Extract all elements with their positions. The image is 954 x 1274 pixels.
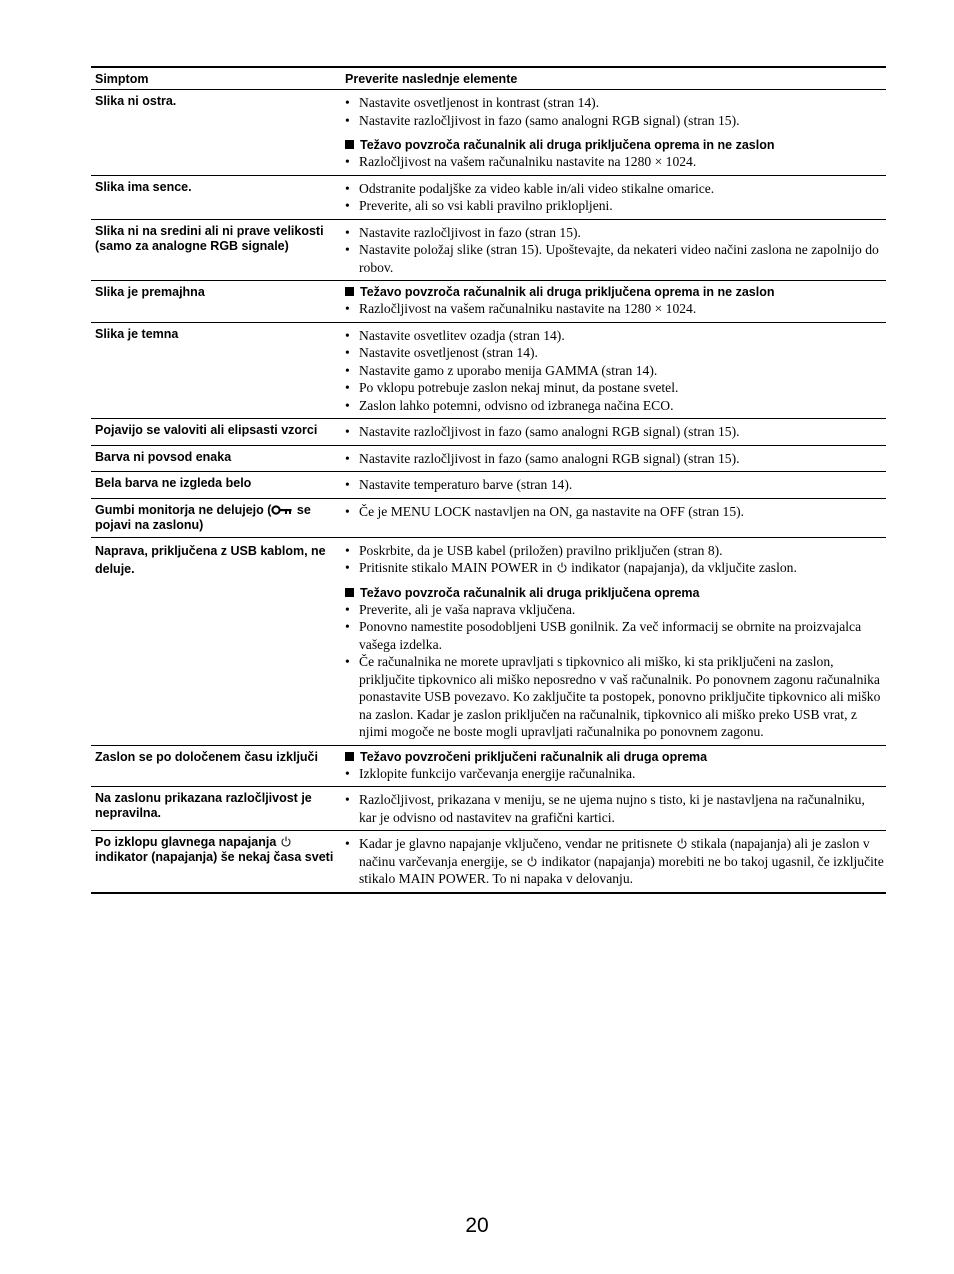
table-row: [91, 322, 886, 419]
troubleshooting-table: [91, 66, 886, 894]
page-number: 20: [465, 1214, 489, 1237]
list-item: • Poskrbite, da je USB kabel (priložen) pravilno priključen (stran 8).: [345, 542, 723, 558]
symptom-cell: Bela barva ne izgleda belo: [95, 476, 252, 490]
symptom-cell: Slika je temna: [95, 326, 179, 341]
list-item: • Preverite, ali je vaša naprava vključena.: [345, 601, 576, 617]
check-group: [345, 542, 884, 577]
list-item: • Če računalnika ne morete upravljati s tipkovnico ali miško, ki sta priključeni na zaslon, priključite tipkovnico ali miško neposredno v vaš računalnik. Po ponovnem zagonu računalnika ponastavite USB povezavo. Ko zaključite ta postopek, ponovno priključite tipkovnico ali miško na zaslon. Kadar je zaslon priključen na računalnik, tipkovnico ali miško preko USB vrat, z njimi mogoče ne boste mogli upravljati računalnika po ponovnem zagonu.: [345, 654, 881, 739]
list-item: • Nastavite osvetljenost (stran 14).: [345, 345, 538, 360]
symptom-cell: Gumbi monitorja ne delujejo ( se pojavi na zaslonu): [95, 502, 311, 532]
check-list: [345, 224, 884, 277]
check-cell: [345, 745, 886, 787]
check-cell: [345, 831, 886, 893]
list-item: • Nastavite razločljivost in fazo (samo analogni RGB signal) (stran 15).: [345, 424, 740, 439]
symptom-cell: Slika ni na sredini ali ni prave velikosti (samo za analogne RGB signale): [95, 223, 324, 253]
list-item: • Izklopite funkcijo varčevanja energije računalnika.: [345, 765, 636, 781]
table-row: [91, 90, 886, 176]
table-row: [91, 419, 886, 446]
list-item: • Nastavite osvetlitev ozadja (stran 14).: [345, 327, 565, 343]
list-item: • Zaslon lahko potemni, odvisno od izbranega načina ECO.: [345, 397, 674, 413]
check-list: [345, 601, 884, 741]
list-item: • Razločljivost na vašem računalniku nastavite na 1280 × 1024.: [345, 301, 697, 316]
check-cell: [345, 90, 886, 176]
group-heading: Težavo povzroča računalnik ali druga priključena oprema: [345, 586, 884, 601]
table-header-row: [91, 67, 886, 90]
list-item: • Nastavite razločljivost in fazo (samo analogni RGB signal) (stran 15).: [345, 450, 740, 466]
list-item: • Nastavite temperaturo barve (stran 14).: [345, 477, 573, 492]
check-list: [345, 423, 884, 441]
symptom-cell: Slika je premajhna: [95, 285, 205, 299]
check-list: [345, 503, 884, 521]
table-row: [91, 787, 886, 831]
square-bullet-icon: [345, 140, 354, 149]
check-cell: [345, 472, 886, 499]
power-icon: [557, 562, 567, 573]
group-heading: Težavo povzroča računalnik ali druga priključena oprema in ne zaslon: [345, 285, 884, 300]
list-item: • Nastavite osvetljenost in kontrast (stran 14).: [345, 95, 600, 110]
check-cell: [345, 281, 886, 323]
table-row: [91, 175, 886, 219]
table-row: [91, 472, 886, 499]
list-item: • Razločljivost na vašem računalniku nastavite na 1280 × 1024.: [345, 154, 697, 169]
header-symptom: Simptom: [95, 72, 149, 86]
list-item: • Odstranite podaljške za video kable in/ali video stikalne omarice.: [345, 180, 715, 196]
symptom-cell: Naprava, priključena z USB kablom, ne deluje.: [95, 543, 326, 576]
table-row: [91, 537, 886, 745]
list-item: • Preverite, ali so vsi kabli pravilno priklopljeni.: [345, 198, 613, 213]
list-item: • Nastavite razločljivost in fazo (samo analogni RGB signal) (stran 15).: [345, 112, 740, 128]
symptom-cell: Po izklopu glavnega napajanja indikator (napajanja) še nekaj časa sveti: [95, 835, 334, 864]
check-group: [345, 94, 884, 129]
check-list: [345, 94, 884, 129]
list-item: • Kadar je glavno napajanje vključeno, vendar ne pritisnete stikala (napajanja) ali je zaslon v načinu varčevanja energije, se indikator (napajanja) morebiti ne bo takoj ugasnil, če izključite stikalo MAIN POWER. To ni napaka v delovanju.: [345, 836, 884, 886]
symptom-cell: Slika ni ostra.: [95, 94, 177, 108]
table-row: [91, 745, 886, 787]
check-cell: [345, 537, 886, 745]
square-bullet-icon: [345, 287, 354, 296]
check-cell: [345, 219, 886, 281]
power-icon: [281, 836, 291, 847]
table-row: [91, 831, 886, 893]
check-cell: [345, 175, 886, 219]
check-list: [345, 791, 884, 826]
list-item: • Ponovno namestite posodobljeni USB gonilnik. Za več informacij se obrnite na proizvajalca vašega izdelka.: [345, 619, 862, 652]
table-row: [91, 219, 886, 281]
list-item: • Po vklopu potrebuje zaslon nekaj minut, da postane svetel.: [345, 380, 679, 395]
check-cell: [345, 787, 886, 831]
check-list: [345, 300, 884, 318]
header-check: Preverite naslednje elemente: [345, 72, 518, 86]
symptom-cell: Na zaslonu prikazana razločljivost je nepravilna.: [95, 791, 312, 820]
list-item: • Nastavite razločljivost in fazo (stran 15).: [345, 224, 581, 240]
key-lock-icon: [271, 505, 293, 515]
check-list: [345, 327, 884, 415]
check-cell: [345, 419, 886, 446]
symptom-cell: Pojavijo se valoviti ali elipsasti vzorci: [95, 423, 318, 437]
check-cell: [345, 322, 886, 419]
table-row: [91, 281, 886, 323]
check-list: [345, 835, 884, 888]
check-cell: [345, 498, 886, 537]
check-group: [345, 586, 884, 741]
list-item: • Razločljivost, prikazana v meniju, se ne ujema nujno s tisto, ki je nastavljena na računalniku, kar je odvisno od nastavitev na grafični kartici.: [345, 792, 865, 825]
list-item: • Pritisnite stikalo MAIN POWER in indikator (napajanja), da vključite zaslon.: [345, 560, 797, 575]
check-list: [345, 450, 884, 468]
list-item: • Nastavite položaj slike (stran 15). Upoštevajte, da nekateri video načini zaslona ne zapolnijo do robov.: [345, 242, 879, 275]
symptom-cell: Zaslon se po določenem času izključi: [95, 749, 318, 764]
check-list: [345, 542, 884, 577]
check-list: [345, 180, 884, 215]
check-list: [345, 476, 884, 494]
power-icon: [527, 856, 537, 867]
table-row: [91, 498, 886, 537]
table-row: [91, 445, 886, 472]
group-heading: Težavo povzročeni priključeni računalnik ali druga oprema: [345, 750, 884, 765]
check-cell: [345, 445, 886, 472]
check-list: [345, 765, 884, 783]
square-bullet-icon: [345, 588, 354, 597]
list-item: • Če je MENU LOCK nastavljen na ON, ga nastavite na OFF (stran 15).: [345, 503, 745, 519]
group-heading: Težavo povzroča računalnik ali druga priključena oprema in ne zaslon: [345, 138, 884, 153]
check-group: [345, 138, 884, 171]
list-item: • Nastavite gamo z uporabo menija GAMMA (stran 14).: [345, 362, 658, 378]
square-bullet-icon: [345, 752, 354, 761]
check-list: [345, 153, 884, 171]
symptom-cell: Slika ima sence.: [95, 179, 192, 194]
power-icon: [677, 838, 687, 849]
symptom-cell: Barva ni povsod enaka: [95, 449, 232, 464]
troubleshooting-table-wrap: [91, 66, 886, 894]
